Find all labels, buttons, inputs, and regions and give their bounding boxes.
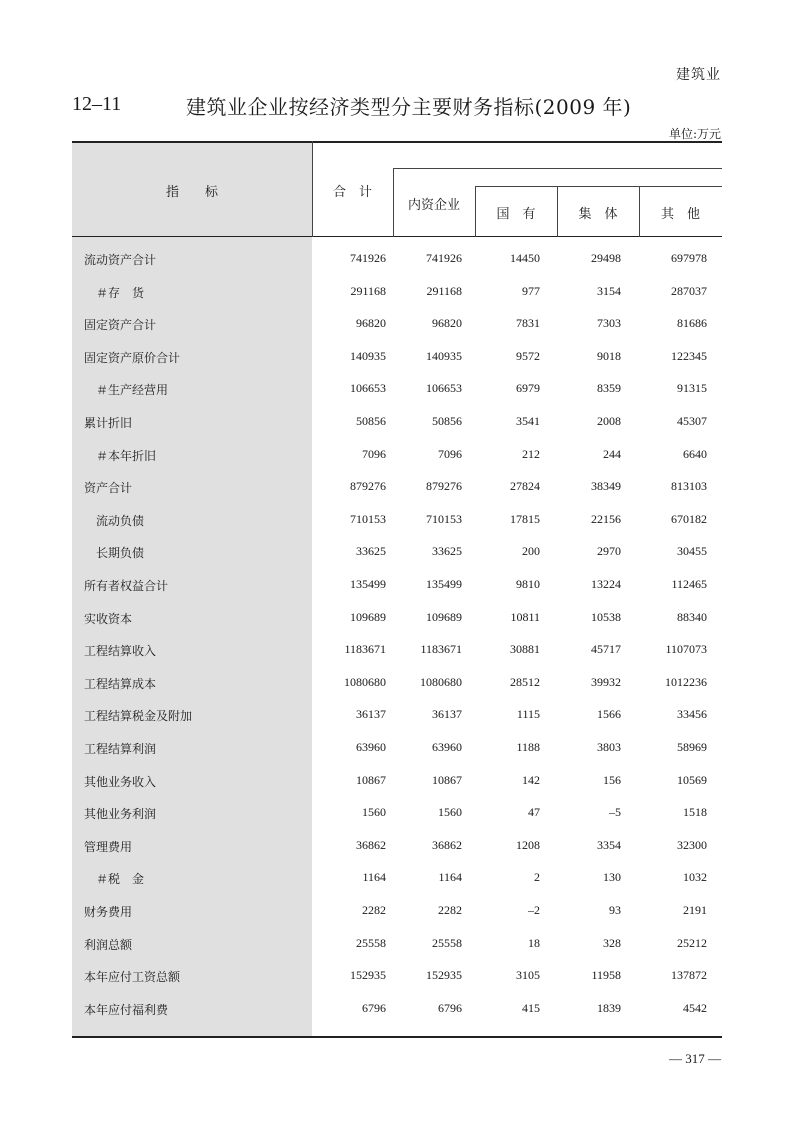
table-cell: 813103 — [671, 479, 707, 493]
table-cell: 291168 — [426, 284, 462, 298]
table-cell: 137872 — [671, 968, 707, 982]
table-cell: 38349 — [591, 479, 621, 493]
table-cell: 1164 — [362, 870, 386, 884]
table-title: 建筑业企业按经济类型分主要财务指标(2009 年) — [186, 95, 632, 119]
table-cell: 25558 — [432, 936, 462, 950]
table-cell: 291168 — [350, 284, 386, 298]
row-label: 本年应付福利费 — [84, 1003, 169, 1017]
table-cell: 1560 — [438, 805, 462, 819]
table-cell: 710153 — [426, 512, 462, 526]
table-cell: 741926 — [426, 251, 462, 265]
table-cell: 10538 — [591, 610, 621, 624]
table-cell: 106653 — [350, 381, 386, 395]
table-cell: 1012236 — [665, 675, 707, 689]
table-cell: 3105 — [516, 968, 540, 982]
header-bottom-rule — [72, 236, 722, 237]
table-cell: 91315 — [677, 381, 707, 395]
table-cell: 135499 — [350, 577, 386, 591]
table-bottom-rule — [72, 1036, 722, 1038]
table-cell: 9810 — [516, 577, 540, 591]
table-cell: 58969 — [677, 740, 707, 754]
table-cell: 670182 — [671, 512, 707, 526]
table-cell: 45307 — [677, 414, 707, 428]
table-cell: 879276 — [350, 479, 386, 493]
table-cell: 88340 — [677, 610, 707, 624]
row-label: 资产合计 — [84, 481, 133, 495]
table-cell: 2 — [534, 870, 540, 884]
row-label: 财务费用 — [84, 905, 133, 919]
row-label: 所有者权益合计 — [84, 579, 169, 593]
table-cell: 7096 — [438, 447, 462, 461]
table-cell: 140935 — [426, 349, 462, 363]
table-cell: 112465 — [671, 577, 707, 591]
table-cell: 1164 — [438, 870, 462, 884]
table-cell: 3354 — [597, 838, 621, 852]
row-label: 累计折旧 — [84, 416, 133, 430]
header-state: 国 有 — [496, 207, 536, 222]
table-cell: 3154 — [597, 284, 621, 298]
table-cell: 7303 — [597, 316, 621, 330]
table-cell: 22156 — [591, 512, 621, 526]
table-cell: 27824 — [510, 479, 540, 493]
table-cell: 33456 — [677, 707, 707, 721]
table-cell: 1032 — [683, 870, 707, 884]
table-cell: 63960 — [432, 740, 462, 754]
table-cell: 45717 — [591, 642, 621, 656]
header-indicator: 指 标 — [165, 185, 218, 200]
table-cell: 1560 — [362, 805, 386, 819]
table-cell: 47 — [528, 805, 540, 819]
row-label: 长期负债 — [96, 546, 145, 560]
page-number: — 317 — — [669, 1051, 721, 1066]
table-cell: 3803 — [597, 740, 621, 754]
row-label: 工程结算税金及附加 — [84, 709, 193, 723]
table-cell: 50856 — [432, 414, 462, 428]
table-cell: 7096 — [362, 447, 386, 461]
table-cell: 2191 — [683, 903, 707, 917]
header-divider — [393, 168, 722, 169]
table-cell: 81686 — [677, 316, 707, 330]
table-number: 12–11 — [72, 93, 122, 115]
row-label: 本年应付工资总额 — [84, 970, 181, 984]
table-cell: 11958 — [591, 968, 621, 982]
table-cell: 156 — [603, 773, 621, 787]
table-cell: 36862 — [356, 838, 386, 852]
table-cell: 6979 — [516, 381, 540, 395]
table-cell: 2970 — [597, 544, 621, 558]
row-label: 其他业务收入 — [84, 775, 157, 789]
table-cell: 977 — [522, 284, 540, 298]
table-cell: 152935 — [426, 968, 462, 982]
row-label: 工程结算利润 — [84, 742, 157, 756]
table-cell: 2282 — [362, 903, 386, 917]
table-cell: 10867 — [432, 773, 462, 787]
table-cell: 6796 — [362, 1001, 386, 1015]
table-cell: 1080680 — [344, 675, 386, 689]
table-cell: 415 — [522, 1001, 540, 1015]
table-cell: 697978 — [671, 251, 707, 265]
header-collective: 集 体 — [578, 207, 618, 222]
table-cell: 1080680 — [420, 675, 462, 689]
row-label: 流动资产合计 — [84, 253, 157, 267]
table-cell: 10811 — [510, 610, 540, 624]
table-cell: 287037 — [671, 284, 707, 298]
table-cell: 106653 — [426, 381, 462, 395]
table-cell: 93 — [609, 903, 621, 917]
table-cell: 130 — [603, 870, 621, 884]
table-top-rule — [72, 141, 722, 143]
table-cell: 142 — [522, 773, 540, 787]
table-cell: 30881 — [510, 642, 540, 656]
row-label: 固定资产原价合计 — [84, 351, 181, 365]
table-cell: 140935 — [350, 349, 386, 363]
row-label: ＃税 金 — [96, 872, 145, 886]
table-cell: 96820 — [356, 316, 386, 330]
table-cell: 25558 — [356, 936, 386, 950]
row-label: 利润总额 — [84, 938, 133, 952]
table-cell: 1183671 — [420, 642, 462, 656]
row-label: 固定资产合计 — [84, 318, 157, 332]
table-cell: 3541 — [516, 414, 540, 428]
table-cell: 30455 — [677, 544, 707, 558]
table-cell: 212 — [522, 447, 540, 461]
table-cell: 33625 — [356, 544, 386, 558]
table-cell: 96820 — [432, 316, 462, 330]
row-label: 工程结算成本 — [84, 677, 157, 691]
table-cell: 36137 — [356, 707, 386, 721]
table-cell: 50856 — [356, 414, 386, 428]
table-cell: 244 — [603, 447, 621, 461]
table-cell: 200 — [522, 544, 540, 558]
table-cell: 135499 — [426, 577, 462, 591]
row-label: 其他业务利润 — [84, 807, 157, 821]
unit-label: 单位:万元 — [668, 127, 721, 141]
table-cell: 63960 — [356, 740, 386, 754]
table-cell: 28512 — [510, 675, 540, 689]
table-cell: 109689 — [426, 610, 462, 624]
table-cell: 1566 — [597, 707, 621, 721]
row-label: 流动负债 — [96, 514, 145, 528]
table-cell: –5 — [609, 805, 621, 819]
table-cell: 1839 — [597, 1001, 621, 1015]
table-cell: 8359 — [597, 381, 621, 395]
table-cell: 10867 — [356, 773, 386, 787]
table-cell: 1518 — [683, 805, 707, 819]
header-domestic: 内资企业 — [407, 198, 460, 213]
table-cell: 32300 — [677, 838, 707, 852]
table-cell: 18 — [528, 936, 540, 950]
table-cell: 36137 — [432, 707, 462, 721]
table-cell: 25212 — [677, 936, 707, 950]
header-total: 合 计 — [332, 185, 372, 200]
row-label: 实收资本 — [84, 612, 133, 626]
row-label: 管理费用 — [84, 840, 133, 854]
table-cell: 109689 — [350, 610, 386, 624]
table-cell: 36862 — [432, 838, 462, 852]
table-cell: 2282 — [438, 903, 462, 917]
header-divider — [475, 186, 722, 187]
table-cell: 1115 — [516, 707, 540, 721]
table-cell: 328 — [603, 936, 621, 950]
row-label: ＃生产经营用 — [96, 383, 169, 397]
table-cell: 33625 — [432, 544, 462, 558]
table-cell: 9572 — [516, 349, 540, 363]
table-cell: 1107073 — [665, 642, 707, 656]
row-label: 工程结算收入 — [84, 644, 157, 658]
row-label: ＃存 货 — [96, 286, 145, 300]
table-cell: 39932 — [591, 675, 621, 689]
table-cell: 17815 — [510, 512, 540, 526]
table-cell: 2008 — [597, 414, 621, 428]
table-cell: 1183671 — [344, 642, 386, 656]
table-cell: –2 — [528, 903, 540, 917]
row-label: ＃本年折旧 — [96, 449, 157, 463]
table-cell: 9018 — [597, 349, 621, 363]
table-cell: 6640 — [683, 447, 707, 461]
table-cell: 14450 — [510, 251, 540, 265]
table-cell: 122345 — [671, 349, 707, 363]
table-cell: 1208 — [516, 838, 540, 852]
table-cell: 152935 — [350, 968, 386, 982]
table-cell: 10569 — [677, 773, 707, 787]
section-label: 建筑业 — [676, 67, 721, 83]
table-cell: 6796 — [438, 1001, 462, 1015]
table-cell: 710153 — [350, 512, 386, 526]
header-other: 其 他 — [660, 207, 700, 222]
table-cell: 7831 — [516, 316, 540, 330]
table-cell: 29498 — [591, 251, 621, 265]
table-cell: 13224 — [591, 577, 621, 591]
table-cell: 4542 — [683, 1001, 707, 1015]
table-cell: 741926 — [350, 251, 386, 265]
table-cell: 879276 — [426, 479, 462, 493]
table-cell: 1188 — [516, 740, 540, 754]
